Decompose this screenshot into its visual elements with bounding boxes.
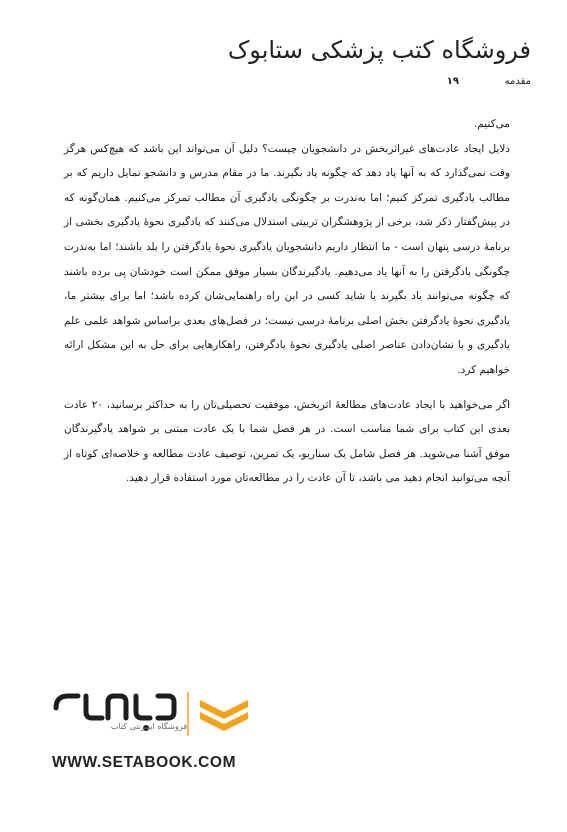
wordmark-stroke-2 — [86, 696, 102, 718]
wordmark-stroke-4 — [136, 696, 150, 718]
paragraph: می‌کنیم. — [473, 118, 510, 130]
setabook-logo-mark — [50, 690, 260, 744]
publisher-logo — [50, 690, 260, 744]
paragraph: اگر می‌خواهید با ایجاد عادت‌های مطالعهٔ اثربخش، موفقیت تحصیلی‌تان را به حداکثر برسانید، ۲۰ عادت بعدی این کتاب برای شما مناسب است. در هر فصل شما با یک عادت مبتنی بر شواهد یادگیرندگان موفق آشنا می‌شوید. هر فصل شامل یک سناریو، یک تمرین، توصیف عادت مطالعه و خلاصه‌ای کوتاه از آنچه می‌توانید انجام دهید می‌ باشد، تا آن عادت را در مطالعه‌تان مورد استفاده قرار دهید. — [64, 398, 510, 485]
logo-tagline: فروشگاه اینترنتی کتاب — [110, 722, 188, 731]
wordmark-stroke-1 — [56, 696, 78, 708]
page-number: ۱۹ — [446, 76, 459, 87]
website-url[interactable]: WWW.SETABOOK.COM — [52, 754, 237, 771]
body-text — [64, 112, 510, 491]
section-title: مقدمه — [504, 76, 531, 87]
running-head — [111, 76, 531, 94]
paragraph: دلایل ایجاد عادت‌های غیراثربخش در دانشجویان چیست؟ دلیل آن می‌تواند این باشد که هیچ‌کس هرگز وقت نمی‌گذارد که به آنها یاد دهد که چگونه یاد بگیرند. ما در مقام مدرس و دانشجو تمایل داریم که بر مطالب یادگیری تمرکز کنیم؛ اما به‌ندرت بر چگونگی یادگیری آن مطالب تمرکز می‌کنیم. همان‌گونه که در پیش‌گفتار ذکر شد، برخی از پژوهشگران تربیتی استدلال می‌کنند که یادگیری نحوهٔ یادگیری بخشی از برنامهٔ درسی پنهان است - ما انتظار داریم دانشجویان یادگیری نحوهٔ یادگرفتن را بلد باشند؛ اما به‌ندرت چگونگی یادگرفتن را به آنها یاد می‌دهیم. یادگیرندگان بسیار موفق ممکن است خودشان پی برده باشند که چگونه می‌توانند یاد بگیرند یا شاید کسی در این راه راهنمایی‌شان کرده باشد؛ اما برای بیشتر ما، یادگیری نحوهٔ یادگرفتن بخش اصلی برنامهٔ درسی نیست؛ در فصل‌های بعدی براساس شواهد علمی علم یادگیری و با نشان‌دادن عناصر اصلی یادگیری نحوهٔ یادگرفتن، راهکارهایی برای حل به این مشکل ارائه خواهیم کرد. — [64, 142, 510, 376]
wordmark-stroke-3 — [108, 696, 126, 718]
wordmark-stroke-5 — [158, 696, 174, 718]
store-title: فروشگاه کتب پزشکی ستابوک — [227, 36, 531, 64]
